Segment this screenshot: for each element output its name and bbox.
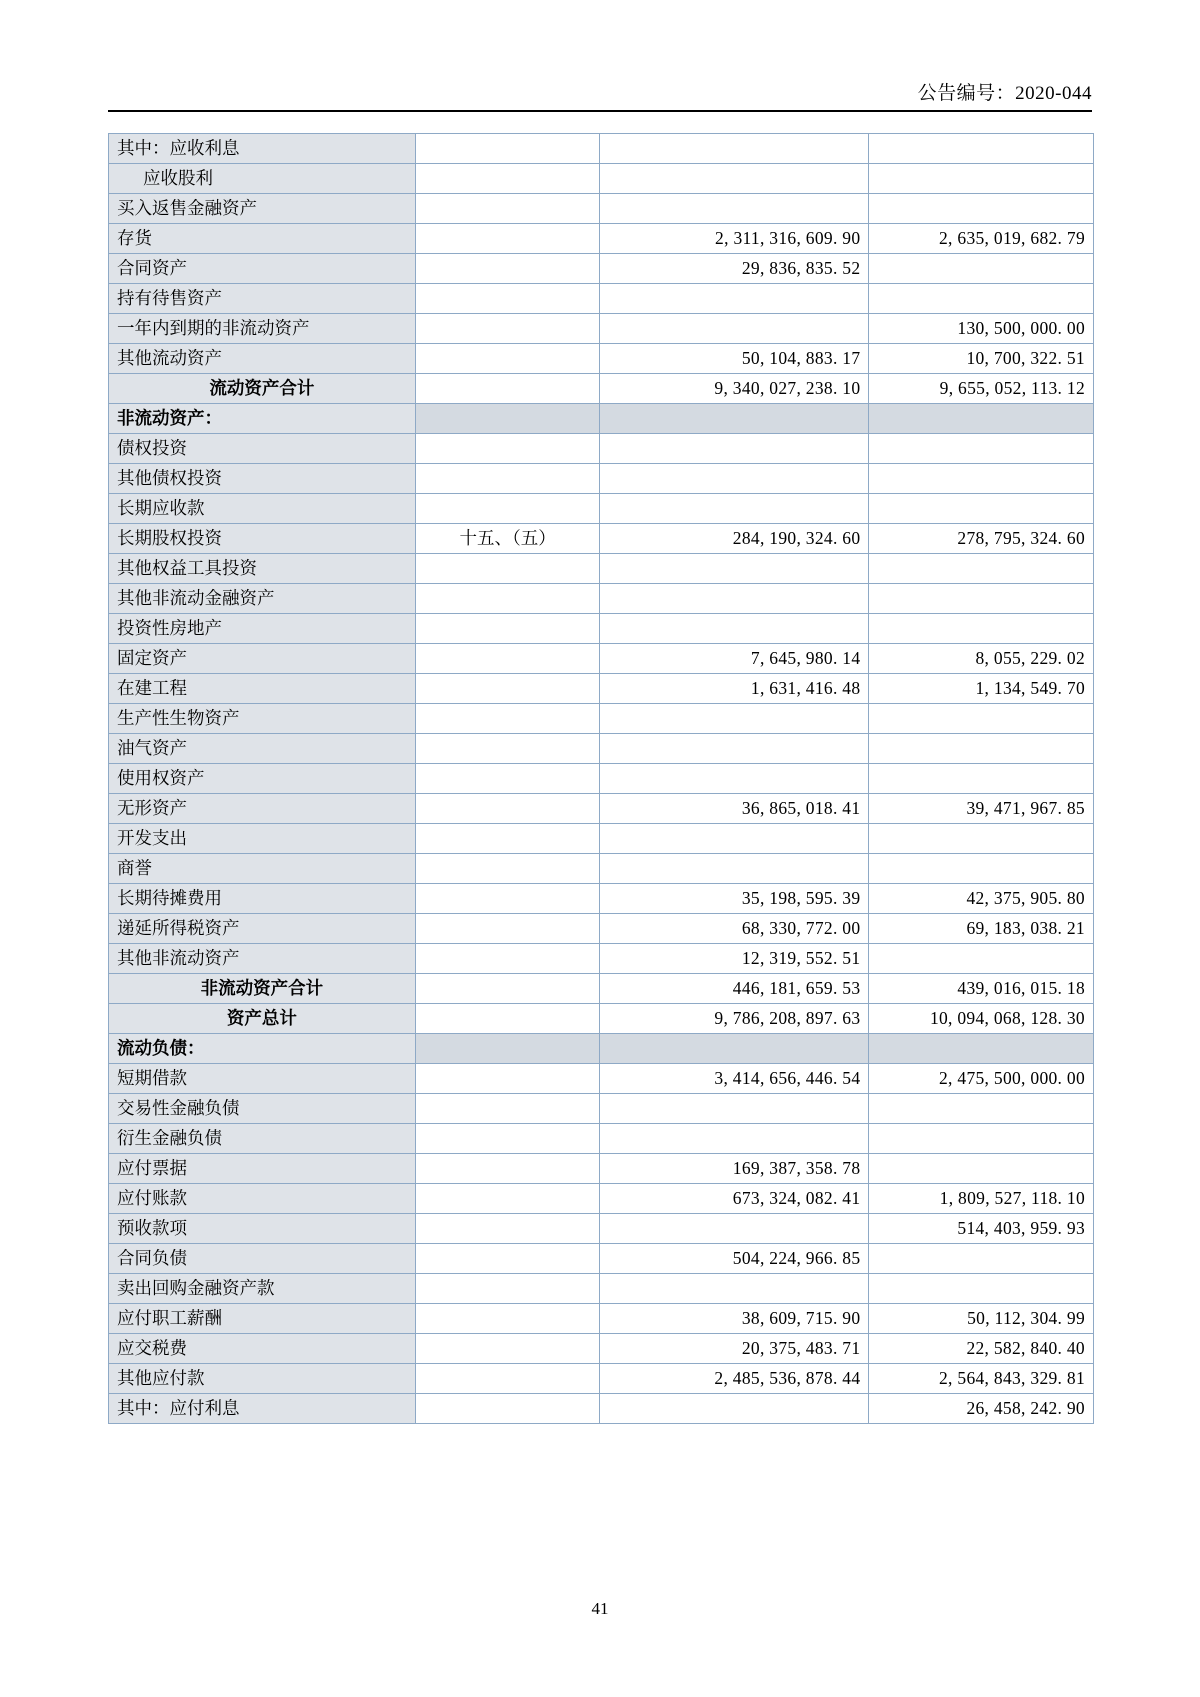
row-label: 生产性生物资产 [109, 704, 416, 734]
row-current-amount: 673, 324, 082. 41 [600, 1184, 869, 1214]
row-current-amount: 38, 609, 715. 90 [600, 1304, 869, 1334]
row-note [415, 1064, 600, 1094]
table-row [109, 854, 1094, 884]
row-current-amount: 504, 224, 966. 85 [600, 1244, 869, 1274]
row-previous-amount: 130, 500, 000. 00 [869, 314, 1094, 344]
row-previous-amount: 514, 403, 959. 93 [869, 1214, 1094, 1244]
row-label: 长期股权投资 [109, 524, 416, 554]
row-previous-amount [869, 704, 1094, 734]
table-row [109, 1304, 1094, 1334]
row-label: 应付职工薪酬 [109, 1304, 416, 1334]
row-previous-amount [869, 824, 1094, 854]
row-label: 其他非流动资产 [109, 944, 416, 974]
row-current-amount [600, 134, 869, 164]
row-note [415, 1304, 600, 1334]
table-row [109, 1004, 1094, 1034]
row-previous-amount: 8, 055, 229. 02 [869, 644, 1094, 674]
row-current-amount: 2, 311, 316, 609. 90 [600, 224, 869, 254]
row-note [415, 854, 600, 884]
announcement-number: 公告编号：2020-044 [917, 83, 1092, 104]
table-row [109, 1364, 1094, 1394]
row-current-amount: 36, 865, 018. 41 [600, 794, 869, 824]
row-note [415, 914, 600, 944]
row-previous-amount [869, 854, 1094, 884]
row-current-amount: 50, 104, 883. 17 [600, 344, 869, 374]
row-note [415, 1364, 600, 1394]
row-note [415, 674, 600, 704]
table-row [109, 434, 1094, 464]
row-previous-amount [869, 494, 1094, 524]
table-row [109, 1244, 1094, 1274]
table-row [109, 554, 1094, 584]
row-current-amount [600, 464, 869, 494]
row-note [415, 734, 600, 764]
row-current-amount: 68, 330, 772. 00 [600, 914, 869, 944]
header-divider [108, 110, 1092, 112]
row-note [415, 1244, 600, 1274]
row-note [415, 1274, 600, 1304]
row-note [415, 1094, 600, 1124]
row-note [415, 614, 600, 644]
table-row [109, 164, 1094, 194]
row-label: 其中：应收利息 [109, 134, 416, 164]
table-row [109, 194, 1094, 224]
table-row [109, 1154, 1094, 1184]
row-previous-amount [869, 584, 1094, 614]
row-note [415, 1214, 600, 1244]
row-previous-amount [869, 764, 1094, 794]
table-row [109, 644, 1094, 674]
row-current-amount [600, 434, 869, 464]
row-previous-amount [869, 404, 1094, 434]
row-label: 流动负债： [109, 1034, 416, 1064]
row-note [415, 794, 600, 824]
row-note [415, 644, 600, 674]
row-previous-amount: 69, 183, 038. 21 [869, 914, 1094, 944]
row-previous-amount [869, 734, 1094, 764]
row-current-amount [600, 614, 869, 644]
row-previous-amount: 39, 471, 967. 85 [869, 794, 1094, 824]
row-note [415, 134, 600, 164]
table-row [109, 374, 1094, 404]
row-label: 非流动资产： [109, 404, 416, 434]
table-row [109, 1034, 1094, 1064]
row-current-amount [600, 194, 869, 224]
row-note [415, 1124, 600, 1154]
row-note [415, 434, 600, 464]
row-current-amount [600, 584, 869, 614]
row-note [415, 194, 600, 224]
row-previous-amount [869, 1244, 1094, 1274]
row-note [415, 824, 600, 854]
table-row [109, 764, 1094, 794]
row-current-amount: 284, 190, 324. 60 [600, 524, 869, 554]
row-note [415, 884, 600, 914]
table-row [109, 584, 1094, 614]
row-label: 固定资产 [109, 644, 416, 674]
row-label: 其他权益工具投资 [109, 554, 416, 584]
row-note [415, 554, 600, 584]
row-note [415, 764, 600, 794]
row-current-amount [600, 494, 869, 524]
row-previous-amount: 278, 795, 324. 60 [869, 524, 1094, 554]
row-label: 递延所得税资产 [109, 914, 416, 944]
table-row [109, 794, 1094, 824]
row-note [415, 284, 600, 314]
row-current-amount [600, 314, 869, 344]
row-label: 油气资产 [109, 734, 416, 764]
table-row [109, 404, 1094, 434]
row-current-amount [600, 404, 869, 434]
row-label: 应交税费 [109, 1334, 416, 1364]
row-label: 一年内到期的非流动资产 [109, 314, 416, 344]
row-label: 短期借款 [109, 1064, 416, 1094]
row-note [415, 344, 600, 374]
row-label: 非流动资产合计 [109, 974, 416, 1004]
row-current-amount: 7, 645, 980. 14 [600, 644, 869, 674]
table-row [109, 314, 1094, 344]
row-current-amount: 9, 340, 027, 238. 10 [600, 374, 869, 404]
table-row [109, 824, 1094, 854]
row-current-amount: 446, 181, 659. 53 [600, 974, 869, 1004]
row-label: 其他非流动金融资产 [109, 584, 416, 614]
row-current-amount: 20, 375, 483. 71 [600, 1334, 869, 1364]
row-current-amount: 29, 836, 835. 52 [600, 254, 869, 284]
row-current-amount: 3, 414, 656, 446. 54 [600, 1064, 869, 1094]
row-current-amount: 9, 786, 208, 897. 63 [600, 1004, 869, 1034]
row-current-amount [600, 704, 869, 734]
row-label: 交易性金融负债 [109, 1094, 416, 1124]
row-note [415, 1034, 600, 1064]
row-note [415, 974, 600, 1004]
table-row [109, 1394, 1094, 1424]
row-current-amount: 2, 485, 536, 878. 44 [600, 1364, 869, 1394]
row-current-amount [600, 1124, 869, 1154]
row-previous-amount: 10, 700, 322. 51 [869, 344, 1094, 374]
row-previous-amount [869, 254, 1094, 284]
row-note [415, 374, 600, 404]
row-previous-amount [869, 1124, 1094, 1154]
balance-sheet-table-wrapper [108, 133, 1094, 1424]
table-row [109, 1214, 1094, 1244]
row-current-amount [600, 284, 869, 314]
table-row [109, 884, 1094, 914]
row-previous-amount: 2, 475, 500, 000. 00 [869, 1064, 1094, 1094]
row-note [415, 704, 600, 734]
row-label: 长期待摊费用 [109, 884, 416, 914]
page-number: 41 [591, 1599, 609, 1618]
row-previous-amount: 439, 016, 015. 18 [869, 974, 1094, 1004]
row-previous-amount [869, 464, 1094, 494]
row-note: 十五、（五） [415, 524, 600, 554]
row-label: 合同资产 [109, 254, 416, 284]
table-row [109, 914, 1094, 944]
row-label: 其他流动资产 [109, 344, 416, 374]
row-previous-amount [869, 434, 1094, 464]
row-previous-amount [869, 1034, 1094, 1064]
table-row [109, 1184, 1094, 1214]
row-label: 合同负债 [109, 1244, 416, 1274]
row-previous-amount: 1, 134, 549. 70 [869, 674, 1094, 704]
row-current-amount [600, 164, 869, 194]
row-note [415, 1184, 600, 1214]
balance-sheet-table [108, 133, 1094, 1424]
row-previous-amount [869, 284, 1094, 314]
row-label: 无形资产 [109, 794, 416, 824]
row-current-amount [600, 1274, 869, 1304]
row-label: 应付账款 [109, 1184, 416, 1214]
row-note [415, 1394, 600, 1424]
table-row [109, 134, 1094, 164]
row-previous-amount: 50, 112, 304. 99 [869, 1304, 1094, 1334]
row-note [415, 1334, 600, 1364]
row-previous-amount [869, 164, 1094, 194]
row-label: 资产总计 [109, 1004, 416, 1034]
table-row [109, 464, 1094, 494]
row-current-amount [600, 854, 869, 884]
row-label: 商誉 [109, 854, 416, 884]
row-previous-amount: 26, 458, 242. 90 [869, 1394, 1094, 1424]
row-note [415, 404, 600, 434]
row-label: 买入返售金融资产 [109, 194, 416, 224]
row-label: 应收股利 [109, 164, 416, 194]
table-row [109, 284, 1094, 314]
row-note [415, 224, 600, 254]
row-previous-amount [869, 614, 1094, 644]
row-current-amount [600, 1394, 869, 1424]
row-label: 其他应付款 [109, 1364, 416, 1394]
table-row [109, 1064, 1094, 1094]
row-label: 开发支出 [109, 824, 416, 854]
row-note [415, 494, 600, 524]
row-note [415, 1004, 600, 1034]
table-row [109, 1124, 1094, 1154]
row-current-amount [600, 1094, 869, 1124]
table-row [109, 1274, 1094, 1304]
row-current-amount [600, 824, 869, 854]
row-previous-amount [869, 554, 1094, 584]
row-label: 其中：应付利息 [109, 1394, 416, 1424]
row-previous-amount: 10, 094, 068, 128. 30 [869, 1004, 1094, 1034]
table-row [109, 1334, 1094, 1364]
row-current-amount [600, 554, 869, 584]
row-previous-amount [869, 1154, 1094, 1184]
row-current-amount [600, 764, 869, 794]
row-previous-amount [869, 1274, 1094, 1304]
table-row [109, 674, 1094, 704]
row-label: 长期应收款 [109, 494, 416, 524]
row-note [415, 464, 600, 494]
row-label: 债权投资 [109, 434, 416, 464]
row-label: 预收款项 [109, 1214, 416, 1244]
table-row [109, 524, 1094, 554]
row-note [415, 1154, 600, 1184]
row-previous-amount: 22, 582, 840. 40 [869, 1334, 1094, 1364]
table-row [109, 224, 1094, 254]
row-current-amount: 169, 387, 358. 78 [600, 1154, 869, 1184]
row-previous-amount: 9, 655, 052, 113. 12 [869, 374, 1094, 404]
row-label: 投资性房地产 [109, 614, 416, 644]
table-row [109, 344, 1094, 374]
row-note [415, 314, 600, 344]
row-current-amount: 12, 319, 552. 51 [600, 944, 869, 974]
row-label: 衍生金融负债 [109, 1124, 416, 1154]
row-current-amount: 35, 198, 595. 39 [600, 884, 869, 914]
table-row [109, 944, 1094, 974]
row-previous-amount [869, 194, 1094, 224]
table-row [109, 734, 1094, 764]
row-previous-amount [869, 944, 1094, 974]
row-current-amount [600, 1034, 869, 1064]
row-note [415, 584, 600, 614]
table-row [109, 974, 1094, 1004]
row-label: 其他债权投资 [109, 464, 416, 494]
row-current-amount: 1, 631, 416. 48 [600, 674, 869, 704]
row-note [415, 944, 600, 974]
row-note [415, 254, 600, 284]
table-row [109, 494, 1094, 524]
row-previous-amount: 2, 635, 019, 682. 79 [869, 224, 1094, 254]
table-row [109, 254, 1094, 284]
row-note [415, 164, 600, 194]
row-label: 持有待售资产 [109, 284, 416, 314]
row-label: 使用权资产 [109, 764, 416, 794]
row-previous-amount [869, 134, 1094, 164]
row-previous-amount: 2, 564, 843, 329. 81 [869, 1364, 1094, 1394]
row-label: 流动资产合计 [109, 374, 416, 404]
table-row [109, 704, 1094, 734]
table-row [109, 1094, 1094, 1124]
row-previous-amount: 1, 809, 527, 118. 10 [869, 1184, 1094, 1214]
row-label: 存货 [109, 224, 416, 254]
row-current-amount [600, 1214, 869, 1244]
row-label: 应付票据 [109, 1154, 416, 1184]
row-current-amount [600, 734, 869, 764]
row-label: 在建工程 [109, 674, 416, 704]
row-previous-amount [869, 1094, 1094, 1124]
table-row [109, 614, 1094, 644]
row-previous-amount: 42, 375, 905. 80 [869, 884, 1094, 914]
row-label: 卖出回购金融资产款 [109, 1274, 416, 1304]
